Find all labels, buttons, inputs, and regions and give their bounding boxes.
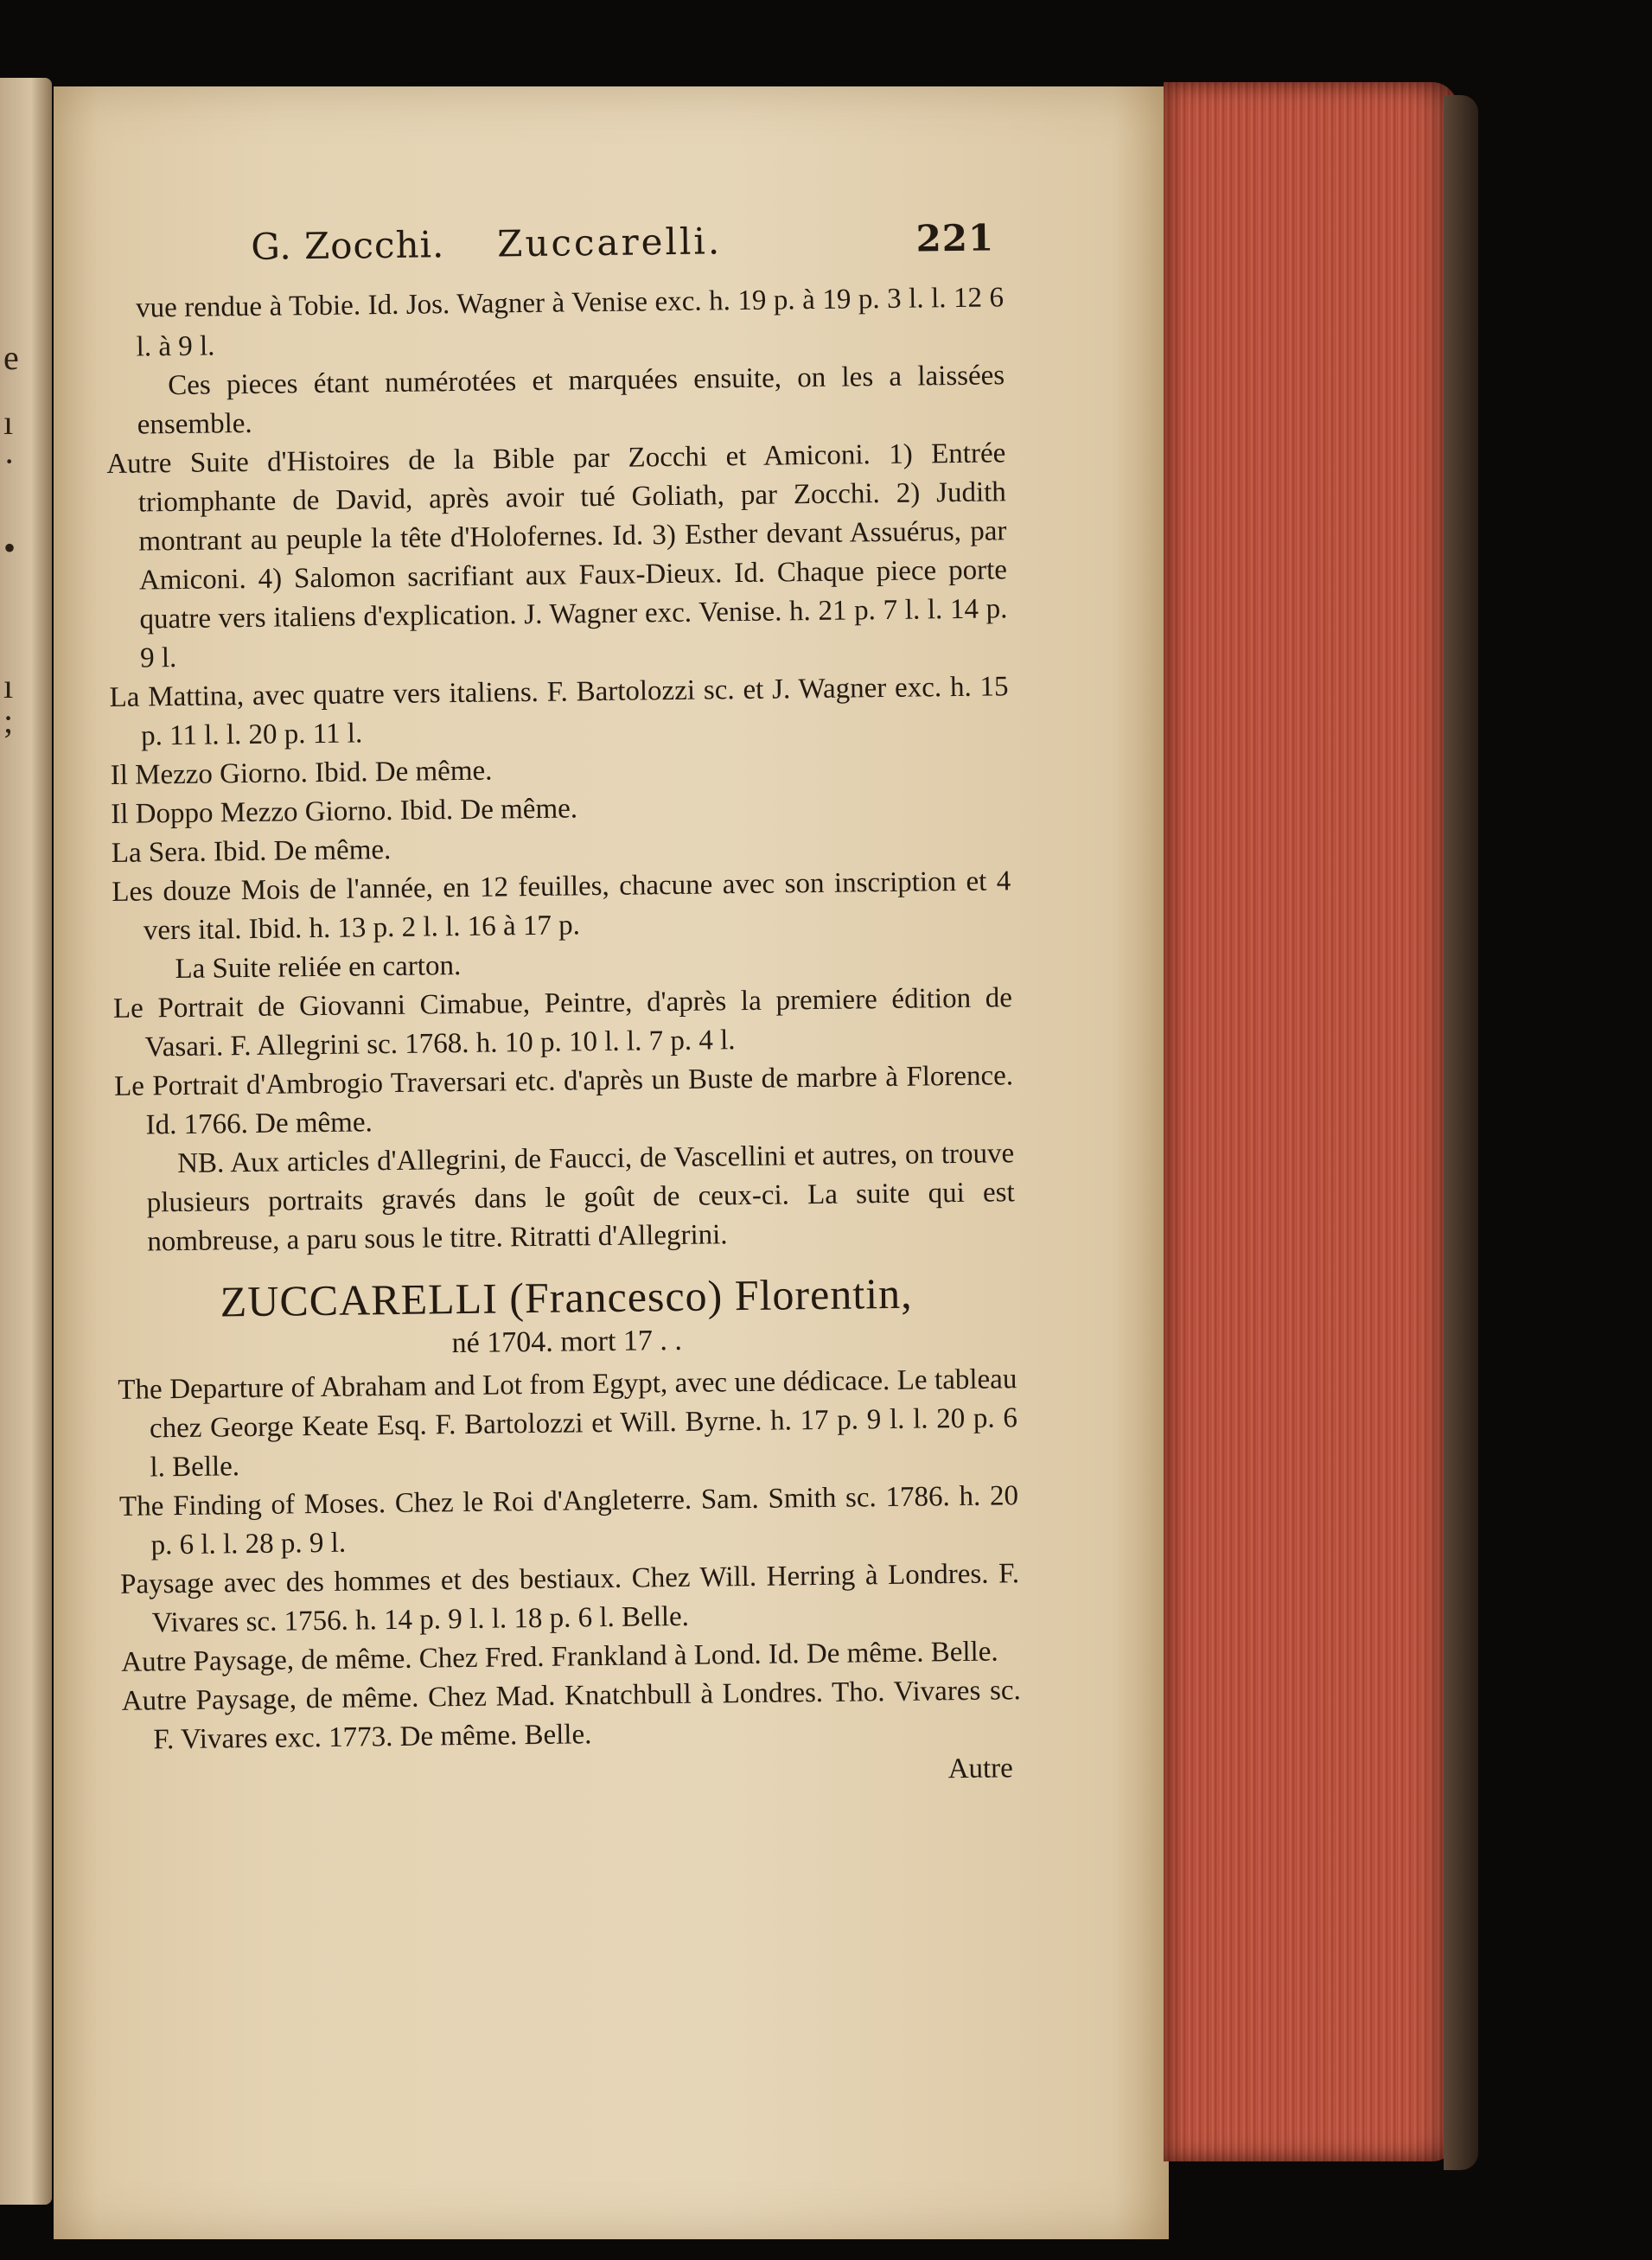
catalog-entry: Paysage avec des hommes et des bestiaux. Chez Will. Herring à Londres. F. Vivares sc. 1756. h. 14 p. 9 l. l. 18 p. 6 l. Belle. xyxy=(119,1558,1020,1639)
text-paragraph: La Suite reliée en carton. xyxy=(175,950,462,986)
text-paragraph: vue rendue à Tobie. Id. Jos. Wagner à Venise exc. h. 19 p. à 19 p. 3 l. l. 12 6 l. à 9 l. xyxy=(135,282,1005,363)
catalog-entry: Autre Suite d'Histoires de la Bible par Zocchi et Amiconi. 1) Entrée triomphante de David, après avoir tué Goliath, par Zocchi. 2) Judith montrant au peuple la tête d'Holofernes. Id. 3) Esther devant Assuérus, par Amiconi. 4) Salomon sacrifiant aux Faux-Dieux. Id. Chaque piece porte quatre vers italiens d'explication. J. Wagner exc. Venise. h. 21 p. 7 l. l. 14 p. 9 l. xyxy=(106,437,1008,674)
red-page-edges xyxy=(1164,82,1457,2161)
artist-dates: né 1704. mort 17 . . xyxy=(451,1324,683,1360)
catalog-entry: La Sera. Ibid. De même. xyxy=(111,833,392,869)
page-text xyxy=(104,218,1022,1799)
facing-page-edge xyxy=(0,78,52,2205)
artist-heading: ZUCCARELLI (Francesco) Florentin, xyxy=(220,1268,913,1326)
catalog-entry: Les douze Mois de l'année, en 12 feuilles, chacune avec son inscription et 4 vers ital. Ibid. h. 13 p. 2 l. l. 16 à 17 p. xyxy=(112,865,1011,947)
nb-note: NB. Aux articles d'Allegrini, de Faucci, de Vascellini et autres, on trouve plusieurs portraits gravés dans le goût de ceux-ci. La suite qui est nombreuse, a paru sous le titre. Ritratti d'Allegrini. xyxy=(146,1138,1015,1258)
margin-glyph: ; xyxy=(3,701,14,740)
catalog-entry: Le Portrait d'Ambrogio Traversari etc. d'après un Buste de marbre à Florence. Id. 1766. De même. xyxy=(113,1060,1014,1141)
margin-glyph: e xyxy=(3,338,19,377)
facing-page-margin-glyphs xyxy=(0,78,26,2205)
running-head-right: Zuccarelli. xyxy=(496,220,723,265)
catalog-entry: The Departure of Abraham and Lot from Egypt, avec une dédicace. Le tableau chez George Keate Esq. F. Bartolozzi et Will. Byrne. h. 17 p. 9 l. l. 20 p. 6 l. Belle. xyxy=(118,1363,1018,1484)
page-number: 221 xyxy=(915,216,995,260)
catalog-entry: Il Doppo Mezzo Giorno. Ibid. De même. xyxy=(111,793,578,830)
text-paragraph: Ces pieces étant numérotées et marquées ensuite, on les a laissées ensemble. xyxy=(137,360,1005,441)
catalog-entry: Autre Paysage, de même. Chez Mad. Knatchbull à Londres. Tho. Vivares sc. F. Vivares exc. 1773. De même. Belle. xyxy=(121,1675,1021,1756)
margin-glyph: · xyxy=(3,442,16,481)
running-head xyxy=(104,218,1004,290)
catalog-entry: The Finding of Moses. Chez le Roi d'Angleterre. Sam. Smith sc. 1786. h. 20 p. 6 l. l. 28 p. 9 l. xyxy=(118,1480,1019,1561)
book-cover-edge xyxy=(1444,95,1478,2170)
catalog-entry: La Mattina, avec quatre vers italiens. F. Bartolozzi sc. et J. Wagner exc. h. 15 p. 11 l. l. 20 p. 11 l. xyxy=(109,671,1009,752)
margin-glyph: ı xyxy=(3,667,14,705)
catalog-entry: Le Portrait de Giovanni Cimabue, Peintre, d'après la premiere édition de Vasari. F. Allegrini sc. 1768. h. 10 p. 10 l. l. 7 p. 4 l. xyxy=(112,982,1013,1063)
running-head-left: G. Zocchi. xyxy=(250,223,445,268)
margin-glyph: ı xyxy=(3,403,14,442)
catchword: Autre xyxy=(947,1752,1014,1785)
margin-glyph: • xyxy=(3,528,16,567)
catalog-entry: Autre Paysage, de même. Chez Fred. Frankland à Lond. Id. De même. Belle. xyxy=(121,1636,998,1678)
catalog-entry: Il Mezzo Giorno. Ibid. De même. xyxy=(110,755,493,791)
